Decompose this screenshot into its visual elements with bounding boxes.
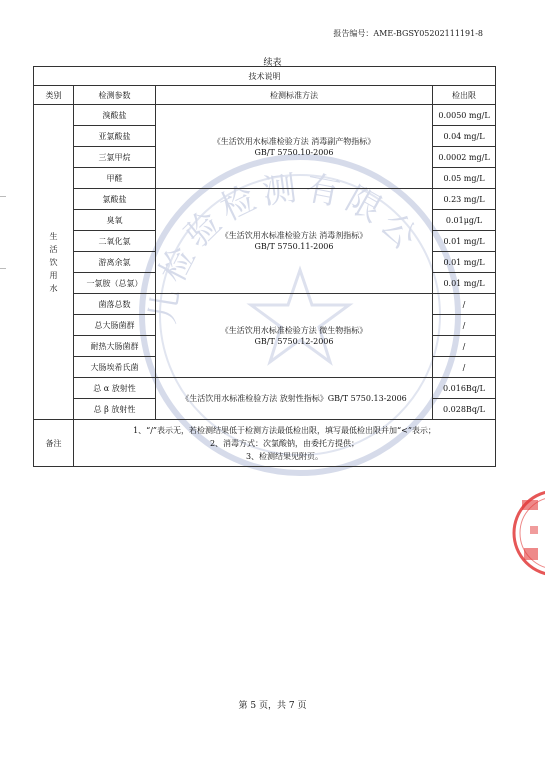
limit-cell: 0.0002 mg/L <box>433 147 496 168</box>
param-cell: 甲醛 <box>74 168 156 189</box>
note-line: 1、“/”表示无，若检测结果低于检测方法最低检出限，填写最低检出限并加“<”表示； <box>133 425 436 435</box>
limit-cell: 0.01 mg/L <box>433 252 496 273</box>
limit-cell: / <box>433 357 496 378</box>
notes-cell <box>74 420 496 467</box>
header-method: 检测标准方法 <box>156 86 433 105</box>
header-category: 类别 <box>34 86 74 105</box>
param-cell: 臭氧 <box>74 210 156 231</box>
limit-cell: 0.01μg/L <box>433 210 496 231</box>
category-char: 饮 <box>49 257 58 267</box>
param-cell: 三氯甲烷 <box>74 147 156 168</box>
notes-label: 备注 <box>34 420 74 467</box>
page-footer: 第 5 页，共 7 页 <box>238 701 307 711</box>
watermark-text: 儿检验检测有限公 <box>142 167 429 327</box>
limit-cell: 0.05 mg/L <box>433 168 496 189</box>
param-cell: 二氧化氯 <box>74 231 156 252</box>
limit-cell: / <box>433 336 496 357</box>
limit-cell: 0.23 mg/L <box>433 189 496 210</box>
method-cell <box>156 294 433 378</box>
limit-cell: 0.028Bq/L <box>433 399 496 420</box>
param-cell: 溴酸盐 <box>74 105 156 126</box>
method-line: GB/T 5750.10-2006 <box>254 147 334 157</box>
method-line: GB/T 5750.11-2006 <box>254 242 334 251</box>
tech-title: 技术说明 <box>34 67 496 86</box>
margin-mark <box>0 196 6 197</box>
red-seal-icon <box>508 478 545 588</box>
param-cell: 游离余氯 <box>74 252 156 273</box>
limit-cell: 0.01 mg/L <box>433 231 496 252</box>
param-cell: 耐热大肠菌群 <box>74 336 156 357</box>
technical-table <box>33 66 496 467</box>
limit-cell: 0.0050 mg/L <box>433 105 496 126</box>
param-cell: 亚氯酸盐 <box>74 126 156 147</box>
table-caption: 续表 <box>263 58 282 68</box>
limit-cell: 0.04 mg/L <box>433 126 496 147</box>
param-cell: 一氯胺（总氯） <box>74 273 156 294</box>
category-cell <box>34 105 74 420</box>
method-line: 《生活饮用水标准检验方法 消毒副产物指标》 <box>212 136 376 146</box>
limit-cell: / <box>433 294 496 315</box>
param-cell: 总大肠菌群 <box>74 315 156 336</box>
note-line: 2、消毒方式：次氯酸钠，由委托方提供； <box>209 438 360 448</box>
method-cell: 《生活饮用水标准检验方法 放射性指标》GB/T 5750.13-2006 <box>156 378 433 420</box>
method-line: 《生活饮用水标准检验方法 微生物指标》 <box>220 325 368 335</box>
param-cell: 氯酸盐 <box>74 189 156 210</box>
report-number: 报告编号：AME-BGSY05202111191-8 <box>333 29 483 38</box>
param-cell: 总 α 放射性 <box>74 378 156 399</box>
limit-cell: / <box>433 315 496 336</box>
category-char: 活 <box>49 244 58 254</box>
limit-cell: 0.016Bq/L <box>433 378 496 399</box>
param-cell: 大肠埃希氏菌 <box>74 357 156 378</box>
margin-mark <box>0 268 6 269</box>
category-char: 水 <box>49 283 58 293</box>
note-line: 3、检测结果见附页。 <box>245 451 324 461</box>
category-char: 用 <box>49 270 58 280</box>
header-param: 检测参数 <box>74 86 156 105</box>
method-cell <box>156 105 433 189</box>
category-char: 生 <box>49 231 58 241</box>
method-line: 《生活饮用水标准检验方法 消毒剂指标》 <box>220 231 368 240</box>
param-cell: 总 β 放射性 <box>74 399 156 420</box>
method-cell <box>156 189 433 294</box>
header-limit: 检出限 <box>433 86 496 105</box>
param-cell: 菌落总数 <box>74 294 156 315</box>
method-line: GB/T 5750.12-2006 <box>254 336 334 346</box>
limit-cell: 0.01 mg/L <box>433 273 496 294</box>
